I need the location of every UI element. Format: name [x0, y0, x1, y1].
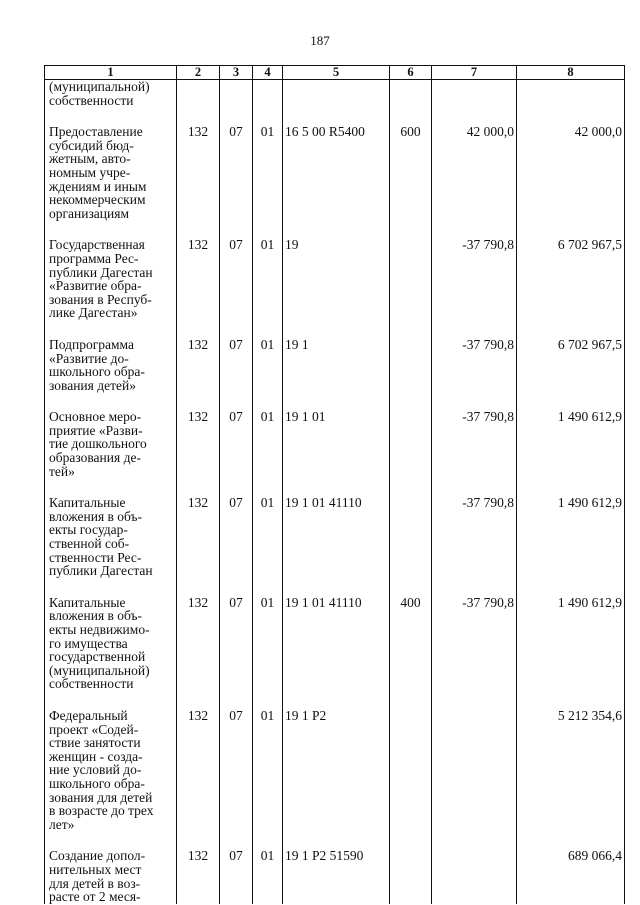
table-row [45, 596, 625, 691]
spacer-cell [253, 392, 283, 410]
cell-razdel: 07 [220, 238, 253, 320]
cell-item-name: Капитальные вложения в объ- екты государ- ственной соб- ственности Рес- публики Дагестан [45, 496, 177, 578]
spacer-cell [220, 392, 253, 410]
cell-change-amount: -37 790,8 [432, 496, 517, 578]
cell-total-amount: 42 000,0 [517, 125, 625, 220]
spacer-cell [253, 320, 283, 338]
spacer-cell [517, 107, 625, 125]
cell-total-amount: 1 490 612,9 [517, 410, 625, 478]
spacer-cell [390, 392, 432, 410]
spacer-cell [253, 107, 283, 125]
cell-podrazdel: 01 [253, 709, 283, 831]
spacer-cell [220, 478, 253, 496]
spacer-cell [517, 478, 625, 496]
cell-item-name: Основное меро- приятие «Разви- тие дошкольного образования де- тей» [45, 410, 177, 478]
cell-gr-code: 132 [177, 849, 220, 903]
cell-podrazdel: 01 [253, 849, 283, 903]
cell-expense-type [390, 238, 432, 320]
cell-change-amount [432, 849, 517, 903]
cell-item-name: Создание допол- нительных мест для детей в воз- расте от 2 меся- [45, 849, 177, 903]
cell-target-article: 19 [283, 238, 390, 320]
spacer-cell [432, 220, 517, 238]
cell-podrazdel: 01 [253, 125, 283, 220]
spacer-cell [220, 320, 253, 338]
table-row [45, 238, 625, 320]
cell-expense-type: 400 [390, 596, 432, 691]
header-row [45, 66, 625, 80]
cell-change-amount: -37 790,8 [432, 596, 517, 691]
cell-total-amount: 6 702 967,5 [517, 238, 625, 320]
spacer-cell [390, 220, 432, 238]
cell-razdel: 07 [220, 125, 253, 220]
spacer-cell [283, 691, 390, 709]
cell-change-amount: -37 790,8 [432, 338, 517, 392]
spacer-cell [283, 392, 390, 410]
spacer-cell [220, 578, 253, 596]
cell-gr-code: 132 [177, 238, 220, 320]
cell-target-article [283, 80, 390, 108]
spacer-cell [390, 320, 432, 338]
table-row [45, 496, 625, 578]
column-header-8: 8 [517, 66, 625, 80]
cell-item-name: Государственная программа Рес- публики Дагестан «Развитие обра- зования в Респуб- лике Дагестан» [45, 238, 177, 320]
row-spacer [45, 392, 625, 410]
cell-gr-code [177, 80, 220, 108]
cell-expense-type [390, 80, 432, 108]
spacer-cell [45, 831, 177, 849]
spacer-cell [517, 320, 625, 338]
cell-razdel: 07 [220, 496, 253, 578]
cell-total-amount: 689 066,4 [517, 849, 625, 903]
spacer-cell [517, 831, 625, 849]
spacer-cell [177, 691, 220, 709]
cell-target-article: 19 1 Р2 [283, 709, 390, 831]
row-spacer [45, 220, 625, 238]
cell-change-amount: -37 790,8 [432, 410, 517, 478]
cell-expense-type [390, 410, 432, 478]
spacer-cell [177, 320, 220, 338]
cell-gr-code: 132 [177, 709, 220, 831]
cell-razdel: 07 [220, 338, 253, 392]
spacer-cell [220, 831, 253, 849]
cell-expense-type [390, 496, 432, 578]
cell-total-amount: 6 702 967,5 [517, 338, 625, 392]
spacer-cell [517, 220, 625, 238]
row-spacer [45, 107, 625, 125]
row-spacer [45, 578, 625, 596]
cell-total-amount [517, 80, 625, 108]
spacer-cell [432, 392, 517, 410]
spacer-cell [45, 320, 177, 338]
cell-expense-type: 600 [390, 125, 432, 220]
row-spacer [45, 691, 625, 709]
cell-change-amount [432, 709, 517, 831]
spacer-cell [220, 107, 253, 125]
spacer-cell [177, 392, 220, 410]
cell-target-article: 19 1 01 [283, 410, 390, 478]
spacer-cell [45, 107, 177, 125]
cell-razdel: 07 [220, 596, 253, 691]
spacer-cell [45, 691, 177, 709]
spacer-cell [283, 831, 390, 849]
cell-item-name: Федеральный проект «Содей- ствие занятости женщин - созда- ние условий до- школьного обра- зования для детей в возрасте до трех лет» [45, 709, 177, 831]
cell-target-article: 19 1 01 41110 [283, 596, 390, 691]
spacer-cell [390, 691, 432, 709]
cell-podrazdel: 01 [253, 596, 283, 691]
column-header-4: 4 [253, 66, 283, 80]
cell-razdel: 07 [220, 410, 253, 478]
cell-gr-code: 132 [177, 410, 220, 478]
spacer-cell [432, 320, 517, 338]
column-header-5: 5 [283, 66, 390, 80]
spacer-cell [517, 691, 625, 709]
cell-change-amount: -37 790,8 [432, 238, 517, 320]
page-number: 187 [310, 33, 330, 48]
spacer-cell [283, 107, 390, 125]
spacer-cell [177, 478, 220, 496]
spacer-cell [390, 578, 432, 596]
table-row [45, 410, 625, 478]
column-header-7: 7 [432, 66, 517, 80]
spacer-cell [253, 478, 283, 496]
spacer-cell [177, 578, 220, 596]
cell-podrazdel: 01 [253, 410, 283, 478]
table-body [45, 80, 625, 904]
spacer-cell [432, 831, 517, 849]
spacer-cell [432, 578, 517, 596]
table-row [45, 709, 625, 831]
table-row [45, 338, 625, 392]
spacer-cell [220, 220, 253, 238]
cell-expense-type [390, 338, 432, 392]
cell-target-article: 19 1 01 41110 [283, 496, 390, 578]
cell-target-article: 19 1 Р2 51590 [283, 849, 390, 903]
spacer-cell [283, 320, 390, 338]
spacer-cell [283, 478, 390, 496]
row-spacer [45, 478, 625, 496]
spacer-cell [432, 478, 517, 496]
cell-target-article: 16 5 00 R5400 [283, 125, 390, 220]
cell-item-name: Предоставление субсидий бюд- жетным, авто- номным учре- ждениям и иным некоммерческим организациям [45, 125, 177, 220]
cell-change-amount [432, 80, 517, 108]
spacer-cell [517, 578, 625, 596]
cell-item-name: Подпрограмма «Развитие до- школьного обра- зования детей» [45, 338, 177, 392]
cell-podrazdel: 01 [253, 238, 283, 320]
spacer-cell [390, 478, 432, 496]
table-row [45, 80, 625, 108]
cell-razdel: 07 [220, 709, 253, 831]
cell-expense-type [390, 849, 432, 903]
row-spacer [45, 831, 625, 849]
column-header-3: 3 [220, 66, 253, 80]
cell-gr-code: 132 [177, 496, 220, 578]
spacer-cell [253, 691, 283, 709]
spacer-cell [45, 392, 177, 410]
column-header-1: 1 [45, 66, 177, 80]
spacer-cell [220, 691, 253, 709]
spacer-cell [517, 392, 625, 410]
spacer-cell [283, 578, 390, 596]
budget-table [44, 65, 625, 904]
spacer-cell [283, 220, 390, 238]
cell-podrazdel: 01 [253, 338, 283, 392]
spacer-cell [253, 578, 283, 596]
spacer-cell [390, 831, 432, 849]
cell-podrazdel: 01 [253, 496, 283, 578]
spacer-cell [253, 220, 283, 238]
spacer-cell [177, 831, 220, 849]
row-spacer [45, 320, 625, 338]
spacer-cell [390, 107, 432, 125]
cell-total-amount: 1 490 612,9 [517, 596, 625, 691]
cell-gr-code: 132 [177, 596, 220, 691]
column-header-6: 6 [390, 66, 432, 80]
spacer-cell [45, 578, 177, 596]
spacer-cell [45, 220, 177, 238]
cell-item-name: Капитальные вложения в объ- екты недвижимо- го имущества государственной (муниципальной) собственности [45, 596, 177, 691]
table-row [45, 125, 625, 220]
cell-target-article: 19 1 [283, 338, 390, 392]
cell-item-name: (муниципальной) собственности [45, 80, 177, 108]
cell-gr-code: 132 [177, 338, 220, 392]
cell-total-amount: 5 212 354,6 [517, 709, 625, 831]
spacer-cell [432, 107, 517, 125]
spacer-cell [253, 831, 283, 849]
cell-total-amount: 1 490 612,9 [517, 496, 625, 578]
cell-change-amount: 42 000,0 [432, 125, 517, 220]
cell-razdel [220, 80, 253, 108]
cell-expense-type [390, 709, 432, 831]
cell-podrazdel [253, 80, 283, 108]
cell-gr-code: 132 [177, 125, 220, 220]
cell-razdel: 07 [220, 849, 253, 903]
spacer-cell [177, 107, 220, 125]
table-row [45, 849, 625, 903]
spacer-cell [432, 691, 517, 709]
spacer-cell [177, 220, 220, 238]
spacer-cell [45, 478, 177, 496]
column-header-2: 2 [177, 66, 220, 80]
